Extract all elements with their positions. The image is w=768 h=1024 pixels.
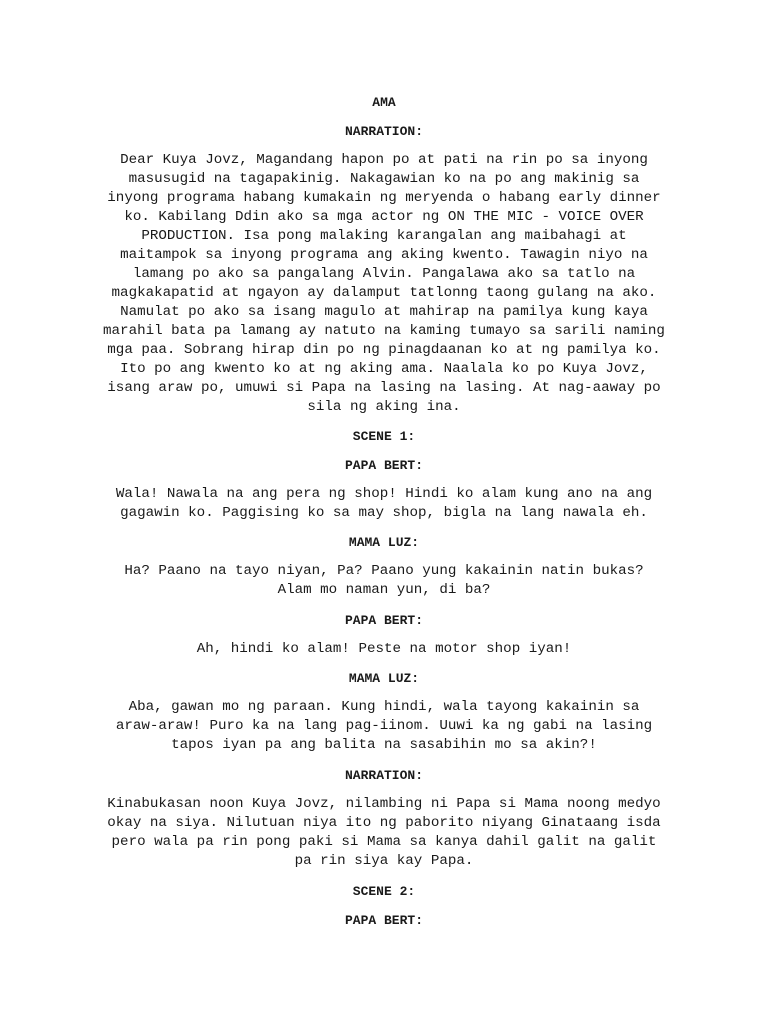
scene-heading: SCENE 2: [352, 884, 416, 899]
character-heading: PAPA BERT: [344, 913, 423, 928]
document-title: AMA [372, 95, 396, 110]
narration-paragraph: Kinabukasan noon Kuya Jovz, nilambing ni Papa si Mama noong medyo okay na siya. Nilutuan niya ito ng paborito niyang Ginataang isda pero wala pa rin pong paki si Mama sa kanya dahil galit na galit pa rin siya kay Papa. [107, 796, 661, 869]
character-heading: PAPA BERT: [344, 613, 423, 628]
narration-heading: NARRATION: [344, 768, 423, 783]
dialogue-paragraph: Aba, gawan mo ng paraan. Kung hindi, wala tayong kakainin sa araw-araw! Puro ka na lang pag-iinom. Uuwi ka ng gabi na lasing tapos iyan pa ang balita na sasabihin mo sa akin?! [115, 699, 653, 753]
dialogue-paragraph: Ha? Paano na tayo niyan, Pa? Paano yung kakainin natin bukas? Alam mo naman yun, di ba? [124, 563, 644, 598]
narration-paragraph: Dear Kuya Jovz, Magandang hapon po at pati na rin po sa inyong masusugid na tagapakinig. Nakagawian ko na po ang makinig sa inyong programa habang kumakain ng meryenda o habang early dinner ko. Kabilang Ddin ako sa mga actor ng ON THE MIC - VOICE OVER PRODUCTION. Isa pong malaking karangalan ang maibahagi at maitampok sa inyong programa ang aking kwento. Tawagin niyo na lamang po ako sa pangalang Alvin. Pangalawa ako sa tatlo na magkakapatid at ngayon ay dalamput tatlonng taong gulang na ako. Namulat po ako sa isang magulo at mahirap na pamilya kung kaya marahil bata pa lamang ay natuto na kaming tumayo sa sarili naming mga paa. Sobrang hirap din po ng pinagdaanan ko at ng pamilya ko. Ito po ang kwento ko at ng aking ama. Naalala ko po Kuya Jovz, isang araw po, umuwi si Papa na lasing na lasing. At nag-aaway po sila ng aking ina. [103, 152, 665, 415]
character-heading: MAMA LUZ: [348, 671, 420, 686]
character-heading: MAMA LUZ: [348, 535, 420, 550]
character-heading: PAPA BERT: [344, 458, 423, 473]
scene-heading: SCENE 1: [352, 429, 416, 444]
script-page [70, 0, 698, 1024]
dialogue-paragraph: Ah, hindi ko alam! Peste na motor shop iyan! [196, 641, 572, 657]
narration-heading: NARRATION: [344, 124, 423, 139]
dialogue-paragraph: Wala! Nawala na ang pera ng shop! Hindi ko alam kung ano na ang gagawin ko. Paggising ko sa may shop, bigla na lang nawala eh. [115, 486, 653, 521]
